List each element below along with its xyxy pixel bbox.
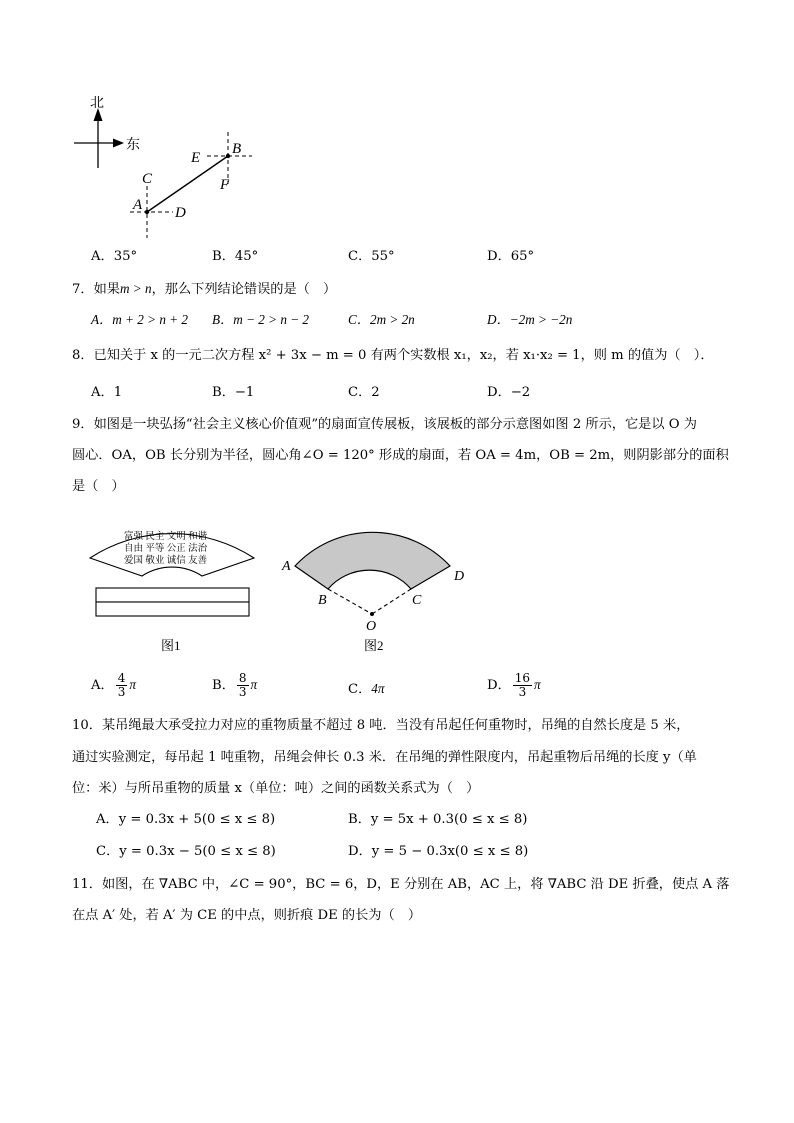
q7-option-c: C．2m > 2n <box>348 312 415 327</box>
q9-line1: 9．如图是一块弘扬“社会主义核心价值观”的扇面宣传展板，该展板的部分示意图如图 2 所示，它是以 O 为 <box>72 417 697 432</box>
q8-option-c: C．2 <box>348 385 380 400</box>
q8-stem: 8．已知关于 x 的一元二次方程 x² + 3x − m = 0 有两个实数根 x₁，x₂，若 x₁·x₂ = 1，则 m 的值为（ ）． <box>72 348 714 363</box>
segment-ob <box>328 589 372 614</box>
segment-oc <box>372 589 411 614</box>
q11-line2: 在点 A′ 处，若 A′ 为 CE 的中点，则折痕 DE 的长为（ ） <box>72 908 422 923</box>
point-a <box>145 210 149 214</box>
figure-2-caption: 图2 <box>364 638 384 653</box>
q7-option-a: A．m + 2 > n + 2 <box>91 312 189 327</box>
q6-option-c: C．55° <box>348 249 395 264</box>
board-bottom-bar <box>96 602 249 616</box>
q9-line2: 圆心．OA，OB 长分别为半径，圆心角∠O = 120° 形成的扇面，若 OA = 4m，OB = 2m，则阴影部分的面积 <box>72 448 729 463</box>
label-c: C <box>142 171 153 187</box>
q9-option-b: B． $\frac{8}{3}$ π <box>212 671 258 699</box>
q11-line1: 11．如图，在 ∇ABC 中，∠C = 90°，BC = 6，D，E 分别在 AB，AC 上，将 ∇ABC 沿 DE 折叠，使点 A 落 <box>72 877 730 892</box>
fig2-label-b: B <box>318 593 327 608</box>
fan-text-line3: 爱国 敬业 诚信 友善 <box>124 556 208 566</box>
q10-line2: 通过实验测定，每吊起 1 吨重物，吊绳会伸长 0.3 米．在吊绳的弹性限度内，吊起重物后吊绳的长度 y（单 <box>72 750 697 765</box>
fig2-label-d: D <box>454 569 465 584</box>
point-o <box>370 612 374 616</box>
q8-option-b: B．−1 <box>212 385 255 400</box>
figure-1-fan-board <box>84 518 264 658</box>
point-b <box>226 154 230 158</box>
q10-line3: 位：米）与所吊重物的质量 x（单位：吨）之间的函数关系式为（ ） <box>72 781 480 796</box>
q10-option-c: C．y = 0.3x − 5(0 ≤ x ≤ 8) <box>96 844 276 859</box>
q10-option-d: D．y = 5 − 0.3x(0 ≤ x ≤ 8) <box>348 844 529 859</box>
q7-option-b: B．m − 2 > n − 2 <box>212 312 310 327</box>
label-b: B <box>232 141 242 157</box>
q8-option-a: A．1 <box>91 385 123 400</box>
fan-text-line2: 自由 平等 公正 法治 <box>124 544 208 554</box>
fan-text-line1: 富强 民主 文明 和谐 <box>124 532 208 542</box>
segment-ab <box>147 156 228 212</box>
direction-figure <box>70 96 270 246</box>
q6-option-a: A．35° <box>91 249 138 264</box>
fig2-label-o: O <box>366 619 377 634</box>
q6-option-d: D．65° <box>487 249 535 264</box>
shaded-region <box>295 532 450 589</box>
east-label: 东 <box>126 138 140 153</box>
q8-option-d: D．−2 <box>487 385 531 400</box>
fig2-label-a: A <box>282 559 291 574</box>
q9-option-d: D． $\frac{16}{3}$ π <box>487 671 541 699</box>
q9-option-a: A． $\frac{4}{3}$ π <box>91 671 136 699</box>
q7-stem: 7．如果m > n，那么下列结论错误的是（ ） <box>72 281 337 297</box>
q9-option-c: C．4π <box>348 681 385 697</box>
north-label: 北 <box>90 96 104 111</box>
label-e: E <box>191 150 201 166</box>
q10-line1: 10．某吊绳最大承受拉力对应的重物质量不超过 8 吨．当没有吊起任何重物时，吊绳的自然长度是 5 米， <box>72 718 690 733</box>
label-a: A <box>133 197 143 213</box>
label-d: D <box>175 205 186 221</box>
fig2-label-c: C <box>412 593 422 608</box>
label-f: F <box>220 177 230 193</box>
q6-option-b: B．45° <box>212 249 259 264</box>
q10-option-b: B．y = 5x + 0.3(0 ≤ x ≤ 8) <box>348 812 528 827</box>
q9-line3: 是（ ） <box>72 479 125 494</box>
figure-1-caption: 图1 <box>161 638 181 653</box>
board-top-bar <box>96 588 249 602</box>
q10-option-a: A．y = 0.3x + 5(0 ≤ x ≤ 8) <box>96 812 276 827</box>
q7-option-d: D．−2m > −2n <box>487 312 573 327</box>
east-arrow-icon <box>113 139 124 148</box>
figure-2-sector <box>278 518 478 658</box>
